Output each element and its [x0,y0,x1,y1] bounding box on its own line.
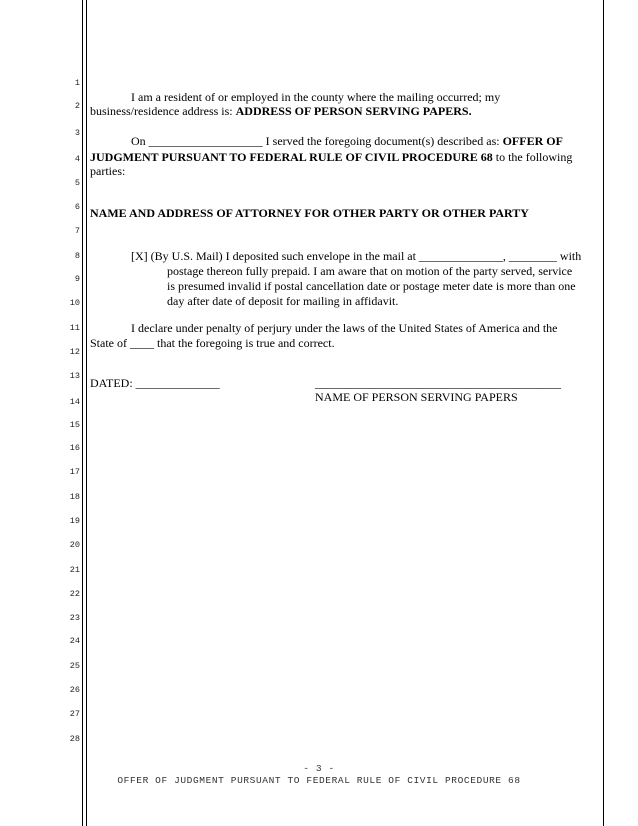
line-number: 11 [69,323,80,333]
service-statement-line1 [131,134,563,148]
line-number: 6 [74,202,80,212]
line-number: 5 [74,178,80,188]
server-name-label: NAME OF PERSON SERVING PAPERS [315,390,518,404]
line-number: 1 [74,78,80,88]
line-number: 22 [69,589,80,599]
line-number: 25 [69,661,80,671]
footer-title: OFFER OF JUDGMENT PURSUANT TO FEDERAL RULE OF CIVIL PROCEDURE 68 [117,775,521,786]
line-number: 19 [69,516,80,526]
line-number: 18 [69,492,80,502]
line-number: 20 [69,540,80,550]
mail-service-line1: [X] (By U.S. Mail) I deposited such envelope in the mail at ______________, ________ with [131,249,582,263]
dated-field: DATED: ______________ [90,376,220,390]
document-title: JUDGMENT PURSUANT TO FEDERAL RULE OF CIVIL PROCEDURE 68 [90,150,493,164]
page-number: - 3 - [303,763,335,774]
line-number: 27 [69,709,80,719]
line-number: 8 [74,251,80,261]
left-margin-rule-outer [82,0,83,826]
line-number: 2 [74,101,80,111]
line-number: 23 [69,613,80,623]
mail-service-line2: postage thereon fully prepaid. I am aware that on motion of the party served, service [167,264,573,278]
residence-statement-line2 [90,104,472,118]
residence-statement-line1: I am a resident of or employed in the county where the mailing occurred; my [131,90,501,104]
residence-address-label: business/residence address is: [90,104,236,118]
mail-service-line4: day after date of deposit for mailing in affidavit. [167,294,399,308]
line-number: 3 [74,128,80,138]
to-following-text: to the following [492,150,573,164]
server-address-placeholder: ADDRESS OF PERSON SERVING PAPERS. [235,104,472,118]
line-number: 21 [69,565,80,575]
line-number: 10 [69,298,80,308]
parties-label: parties: [90,164,126,178]
line-number: 14 [69,397,80,407]
line-number: 24 [69,636,80,646]
signature-line: _________________________________________ [315,376,561,390]
declaration-line2: State of ____ that the foregoing is true and correct. [90,336,335,350]
line-number: 13 [69,371,80,381]
service-statement-line2 [90,150,572,164]
parties-heading: NAME AND ADDRESS OF ATTORNEY FOR OTHER PARTY OR OTHER PARTY [90,206,529,220]
service-date-text: On ___________________ I served the foregoing document(s) described as: [131,134,503,148]
mail-service-line3: is presumed invalid if postal cancellation date or postage meter date is more than one [167,279,576,293]
line-number: 4 [74,154,80,164]
line-number: 17 [69,467,80,477]
right-margin-rule [603,0,604,826]
line-number: 9 [74,274,80,284]
line-number: 15 [69,420,80,430]
line-number: 7 [74,226,80,236]
line-number: 28 [69,734,80,744]
line-number: 12 [69,347,80,357]
line-number: 16 [69,443,80,453]
declaration-line1: I declare under penalty of perjury under the laws of the United States of America and the [131,321,558,335]
line-number: 26 [69,685,80,695]
document-title-start: OFFER OF [502,134,563,148]
left-margin-rule-inner [86,0,87,826]
